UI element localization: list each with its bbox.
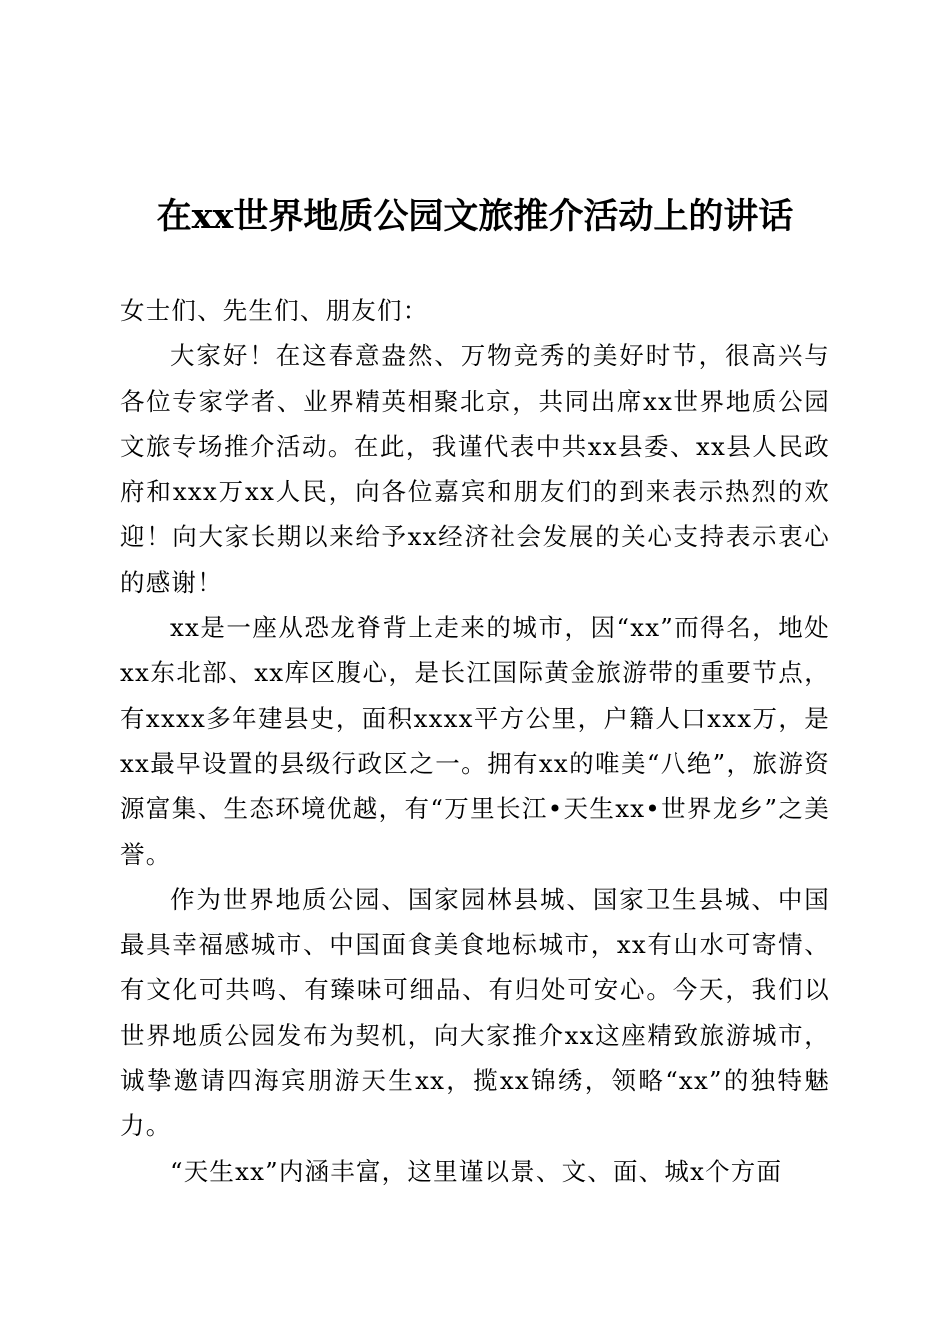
paragraph-3: 作为世界地质公园、国家园林县城、国家卫生县城、中国最具幸福感城市、中国面食美食地标城市，xx有山水可寄情、有文化可共鸣、有臻味可细品、有归处可安心。今天，我们以世界地质公园发布为契机，向大家推介xx这座精致旅游城市，诚挚邀请四海宾朋游天生xx，揽xx锦绣，领略“xx”的独特魅力。 — [120, 884, 830, 1141]
document-body — [120, 288, 830, 1194]
paragraph-1: 大家好！在这春意盎然、万物竞秀的美好时节，很高兴与各位专家学者、业界精英相聚北京，共同出席xx世界地质公园文旅专场推介活动。在此，我谨代表中共xx县委、xx县人民政府和xxx万xx人民，向各位嘉宾和朋友们的到来表示热烈的欢迎！向大家长期以来给予xx经济社会发展的关心支持表示衷心的感谢！ — [120, 341, 830, 597]
paragraph-2: xx是一座从恐龙脊背上走来的城市，因“xx”而得名，地处xx东北部、xx库区腹心，是长江国际黄金旅游带的重要节点，有xxxx多年建县史，面积xxxx平方公里，户籍人口xxx万，是xx最早设置的县级行政区之一。拥有xx的唯美“八绝”，旅游资源富集、生态环境优越，有“万里长江•天生xx•世界龙乡”之美誉。 — [120, 613, 830, 869]
salutation: 女士们、先生们、朋友们： — [120, 296, 429, 325]
paragraph-4: “天生xx”内涵丰富，这里谨以景、文、面、城x个方面 — [170, 1156, 783, 1186]
document-title: 在xx世界地质公园文旅推介活动上的讲话 — [156, 196, 794, 237]
